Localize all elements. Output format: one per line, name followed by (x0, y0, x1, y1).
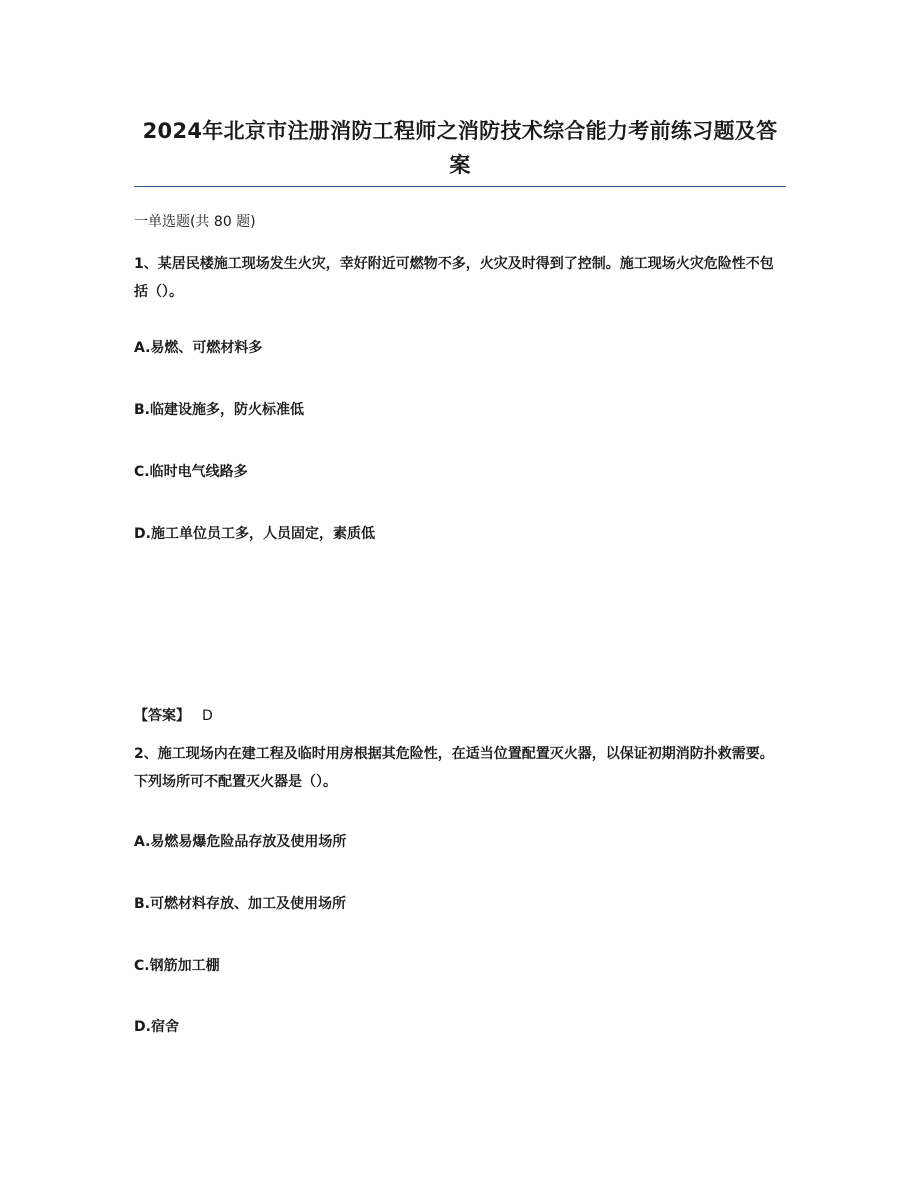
question-2-option-a: A.易燃易爆危险品存放及使用场所 (134, 834, 347, 850)
question-2-option-c: C.钢筋加工棚 (134, 958, 220, 974)
question-2-option-b: B.可燃材料存放、加工及使用场所 (134, 896, 346, 912)
title-divider (134, 186, 786, 187)
question-1-option-d: D.施工单位员工多，人员固定，素质低 (134, 526, 375, 542)
answer-label: 【答案】 (134, 708, 190, 724)
question-1-stem: 1、某居民楼施工现场发生火灾，幸好附近可燃物不多，火灾及时得到了控制。施工现场火灾危险性不包括（）。 (134, 256, 774, 300)
question-1-option-c: C.临时电气线路多 (134, 464, 248, 480)
question-2-option-d: D.宿舍 (134, 1019, 179, 1035)
section-header: 一单选题(共 80 题) (134, 214, 256, 230)
document-title: 2024年北京市注册消防工程师之消防技术综合能力考前练习题及答案 (142, 119, 778, 177)
answer-value: D (202, 708, 213, 724)
question-1-answer (134, 702, 786, 730)
question-2-stem: 2、施工现场内在建工程及临时用房根据其危险性，在适当位置配置灭火器，以保证初期消防扑救需要。下列场所可不配置灭火器是（）。 (134, 746, 774, 790)
question-1-option-b: B.临建设施多，防火标准低 (134, 402, 304, 418)
question-1-option-a: A.易燃、可燃材料多 (134, 340, 263, 356)
